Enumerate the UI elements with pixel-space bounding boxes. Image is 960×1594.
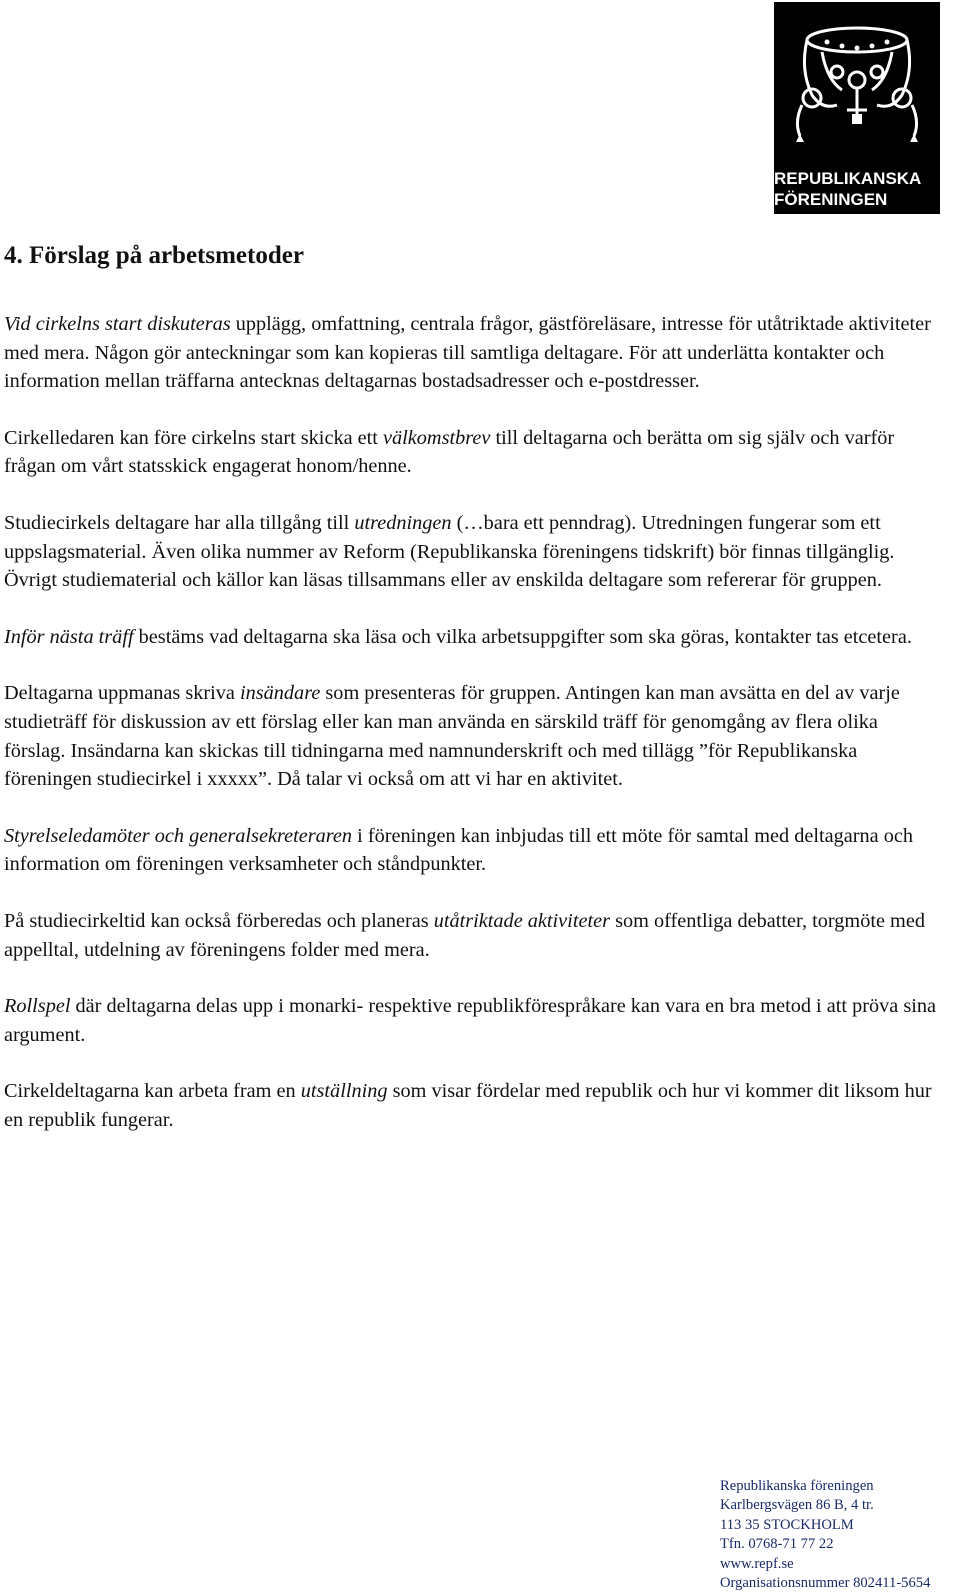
text: till deltagarna och berätta om sig själv och varför frågan om vårt statsskick engagerat honom/henne. — [4, 426, 895, 478]
emphasis: insändare — [239, 682, 321, 705]
footer-city: 113 35 STOCKHOLM — [720, 1516, 854, 1533]
text: Studiecirkels deltagare har alla tillgång till — [4, 511, 355, 534]
text: som presenteras för gruppen. Antingen kan man avsätta en del av varje studieträff för diskussion av ett förslag eller kan man använda en särskild träff för genomgång av flera olika förslag. Insändarna kan skickas till tidningarna med namnunderskrift och med tillägg ”för Republikanska föreningen studiecirkel i xxxxx”. Då talar vi också om att vi har en aktivitet. — [4, 682, 900, 791]
text: där deltagarna delas upp i monarki- respektive republikförespråkare kan vara en bra metod i att pröva sina argument. — [4, 995, 937, 1046]
footer-org-number: Organisationsnummer 802411-5654 — [720, 1575, 931, 1592]
paragraph-investigation — [4, 509, 944, 595]
text: i föreningen kan inbjudas till ett möte för samtal med deltagarna och information om föreningen verksamheter och ståndpunkter. — [4, 824, 914, 876]
text: som offentliga debatter, torgmöte med appelltal, utdelning av föreningens folder med mera. — [4, 909, 925, 961]
emphasis: Rollspel — [4, 995, 71, 1018]
text: upplägg, omfattning, centrala frågor, gästföreläsare, intresse för utåtriktade aktiviteter med mera. Någon gör anteckningar som kan kopieras till samtliga deltagare. För att underlätta kontakter och information mellan träffarna antecknas deltagarnas bostadsadresser och e-postdresser. — [4, 313, 931, 393]
contact-footer — [720, 1477, 960, 1593]
logo-line-2: FÖRENINGEN — [774, 190, 888, 209]
emphasis: utåtriktade aktiviteter — [433, 909, 610, 932]
emphasis: Inför nästa träff — [4, 625, 134, 648]
paragraph-roleplay — [4, 992, 944, 1049]
organization-logo — [774, 2, 940, 214]
paragraph-start — [4, 310, 944, 396]
emphasis: utredningen — [354, 511, 452, 534]
emphasis: Styrelseledamöter och generalsekreteraren — [4, 824, 353, 847]
emphasis: välkomstbrev — [383, 426, 491, 449]
section-heading: 4. Förslag på arbetsmetoder — [4, 242, 304, 269]
paragraph-letters — [4, 679, 944, 793]
text: Cirkeldeltagarna kan arbeta fram en — [4, 1080, 301, 1103]
logo-line-1: REPUBLIKANSKA — [774, 169, 922, 188]
emphasis: Vid cirkelns start diskuteras — [4, 313, 231, 335]
text: Cirkelledaren kan före cirkelns start skicka ett — [4, 426, 383, 449]
text: bestäms vad deltagarna ska läsa och vilka arbetsuppgifter som ska göras, kontakter tas etcetera. — [133, 625, 912, 648]
logo-wordmark — [774, 168, 940, 210]
footer-website-link[interactable]: www.repf.se — [720, 1555, 794, 1572]
paragraph-board-members — [4, 822, 944, 879]
paragraph-welcome-letter — [4, 424, 944, 481]
paragraph-exhibition — [4, 1077, 944, 1134]
footer-org-name: Republikanska föreningen — [720, 1478, 874, 1494]
document-body — [4, 310, 944, 1162]
text: som visar fördelar med republik och hur vi kommer dit liksom hur en republik fungerar. — [4, 1080, 932, 1131]
emphasis: utställning — [300, 1080, 388, 1103]
text: Deltagarna uppmanas skriva — [4, 682, 240, 705]
text: (…bara ett penndrag). Utredningen fungerar som ett uppslagsmaterial. Även olika nummer av Reform (Republikanska föreningens tidskrift) bör finnas tillgänglig. Övrigt studiematerial och källor kan läsas tillsammans eller av enskilda deltagare som refererar för gruppen. — [4, 511, 895, 592]
footer-phone: Tfn. 0768-71 77 22 — [720, 1536, 834, 1553]
text: På studiecirkeltid kan också förberedas och planeras — [4, 909, 434, 932]
footer-street: Karlbergsvägen 86 B, 4 tr. — [720, 1497, 874, 1514]
paragraph-outreach — [4, 907, 944, 964]
paragraph-next-meeting — [4, 623, 944, 652]
broken-crown-icon — [782, 10, 932, 160]
